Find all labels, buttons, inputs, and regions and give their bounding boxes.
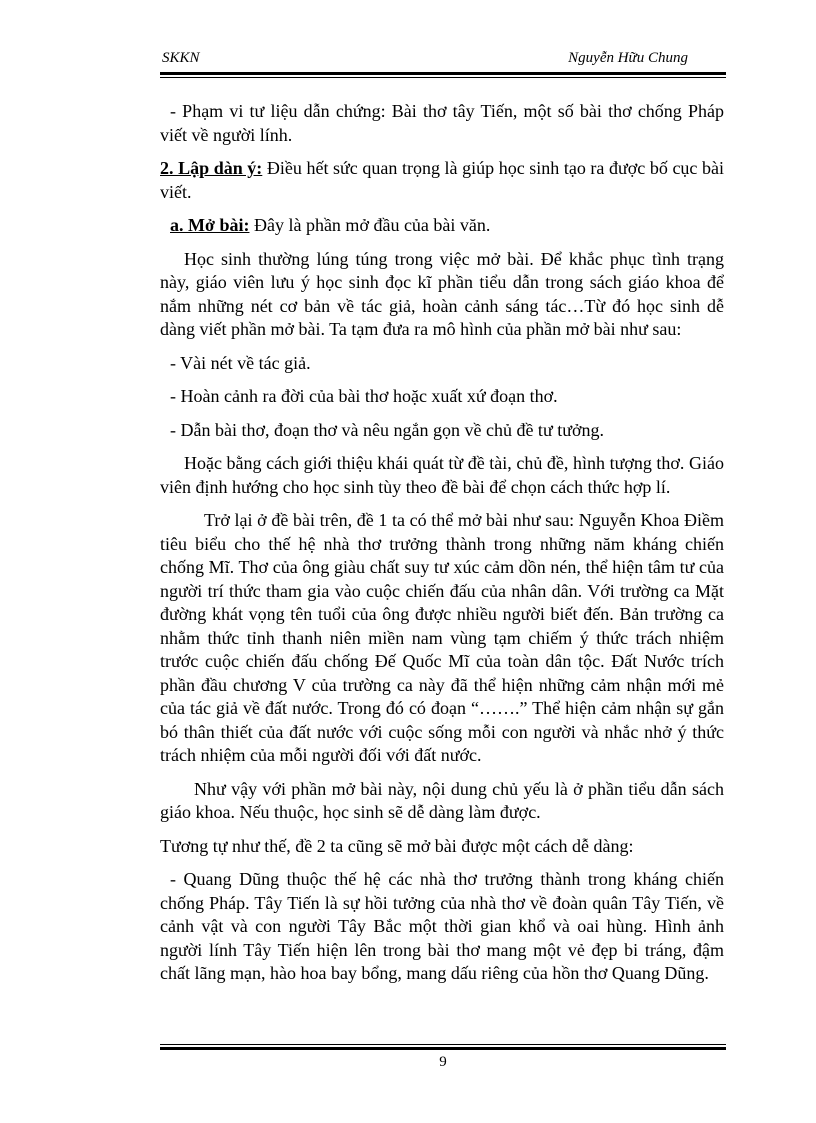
paragraph-scope: - Phạm vi tư liệu dẫn chứng: Bài thơ tây Tiến, một số bài thơ chống Pháp viết về người lính.: [160, 101, 724, 145]
paragraph-similarly: Tương tự như thế, đề 2 ta cũng sẽ mở bài được một cách dễ dàng:: [160, 835, 634, 856]
list-item-theme: - Dẫn bài thơ, đoạn thơ và nêu ngắn gọn về chủ đề tư tưởng.: [170, 419, 604, 440]
header-left-text: SKKN: [162, 50, 200, 66]
list-item-author: - Vài nét về tác giả.: [170, 352, 311, 373]
paragraph-summary: Như vậy với phần mở bài này, nội dung chủ yếu là ở phần tiểu dẫn sách giáo khoa. Nếu thuộc, học sinh sẽ dễ dàng làm được.: [160, 778, 724, 822]
page-number: 9: [439, 1054, 447, 1070]
footer-rule-thick: [160, 1047, 726, 1050]
paragraph-example-2: - Quang Dũng thuộc thế hệ các nhà thơ trưởng thành trong kháng chiến chống Pháp. Tây Tiến là sự hồi tưởng của nhà thơ về đoàn quân Tây Tiến, về cảnh vật và con người Tây Bắc một thời gian khổ và oai hùng. Hình ảnh người lính Tây Tiến hiện lên trong bài thơ mang một vẻ đẹp bi tráng, đậm chất lãng mạn, hào hoa bay bổng, mang dấu riêng của hồn thơ Quang Dũng.: [160, 869, 724, 983]
section-2-text: Điều hết sức quan trọng là giúp học sinh tạo ra được bố cục bài viết.: [160, 158, 724, 202]
footer-rule-thin: [160, 1044, 726, 1045]
section-a-heading: a. Mở bài:: [170, 215, 250, 235]
header-author: Nguyễn Hữu Chung: [568, 50, 688, 66]
section-2-heading: 2. Lập dàn ý:: [160, 158, 263, 178]
document-body: [160, 100, 724, 996]
section-a-paragraph: [160, 214, 724, 238]
paragraph-students: Học sinh thường lúng túng trong việc mở bài. Để khắc phục tình trạng này, giáo viên lưu ý học sinh đọc kĩ phần tiểu dẫn trong sách giáo khoa để nắm những nét cơ bản về tác giả, hoàn cảnh sáng tác…Từ đó học sinh dễ dàng viết phần mở bài. Ta tạm đưa ra mô hình của phần mở bài như sau:: [160, 248, 724, 339]
paragraph-alternative: Hoặc bằng cách giới thiệu khái quát từ đề tài, chủ đề, hình tượng thơ. Giáo viên định hướng cho học sinh tùy theo đề bài để chọn cách thức hợp lí.: [160, 453, 724, 497]
section-2-paragraph: [160, 157, 724, 204]
header-rule-thick: [160, 72, 726, 75]
paragraph-example-1: Trở lại ở đề bài trên, đề 1 ta có thể mở bài như sau: Nguyễn Khoa Điềm tiêu biểu cho thế hệ nhà thơ trưởng thành trong những năm kháng chiến chống Mĩ. Thơ của ông giàu chất suy tư xúc cảm dồn nén, thể hiện tâm tư của người trí thức tham gia vào cuộc chiến đấu của nhân dân. Với trường ca Mặt đường khát vọng tên tuổi của ông được nhiều người biết đến. Bản trường ca nhằm thức tỉnh thanh niên miền nam vùng tạm chiếm ý thức trách nhiệm trước cuộc chiến đấu chống Đế Quốc Mĩ của toàn dân tộc. Đất Nước trích phần đầu chương V của trường ca này đã thể hiện những cảm nhận mới mẻ của tác giả về đất nước. Trong đó có đoạn “…….” Thể hiện cảm nhận sự gắn bó thân thiết của đất nước với cuộc sống mỗi con người và nhắc nhở ý thức trách nhiệm của mỗi người đối với đất nước.: [160, 510, 724, 765]
header-rule-thin: [160, 77, 726, 78]
section-a-text: Đây là phần mở đầu của bài văn.: [249, 215, 491, 235]
list-item-context: - Hoàn cảnh ra đời của bài thơ hoặc xuất xứ đoạn thơ.: [170, 386, 558, 406]
